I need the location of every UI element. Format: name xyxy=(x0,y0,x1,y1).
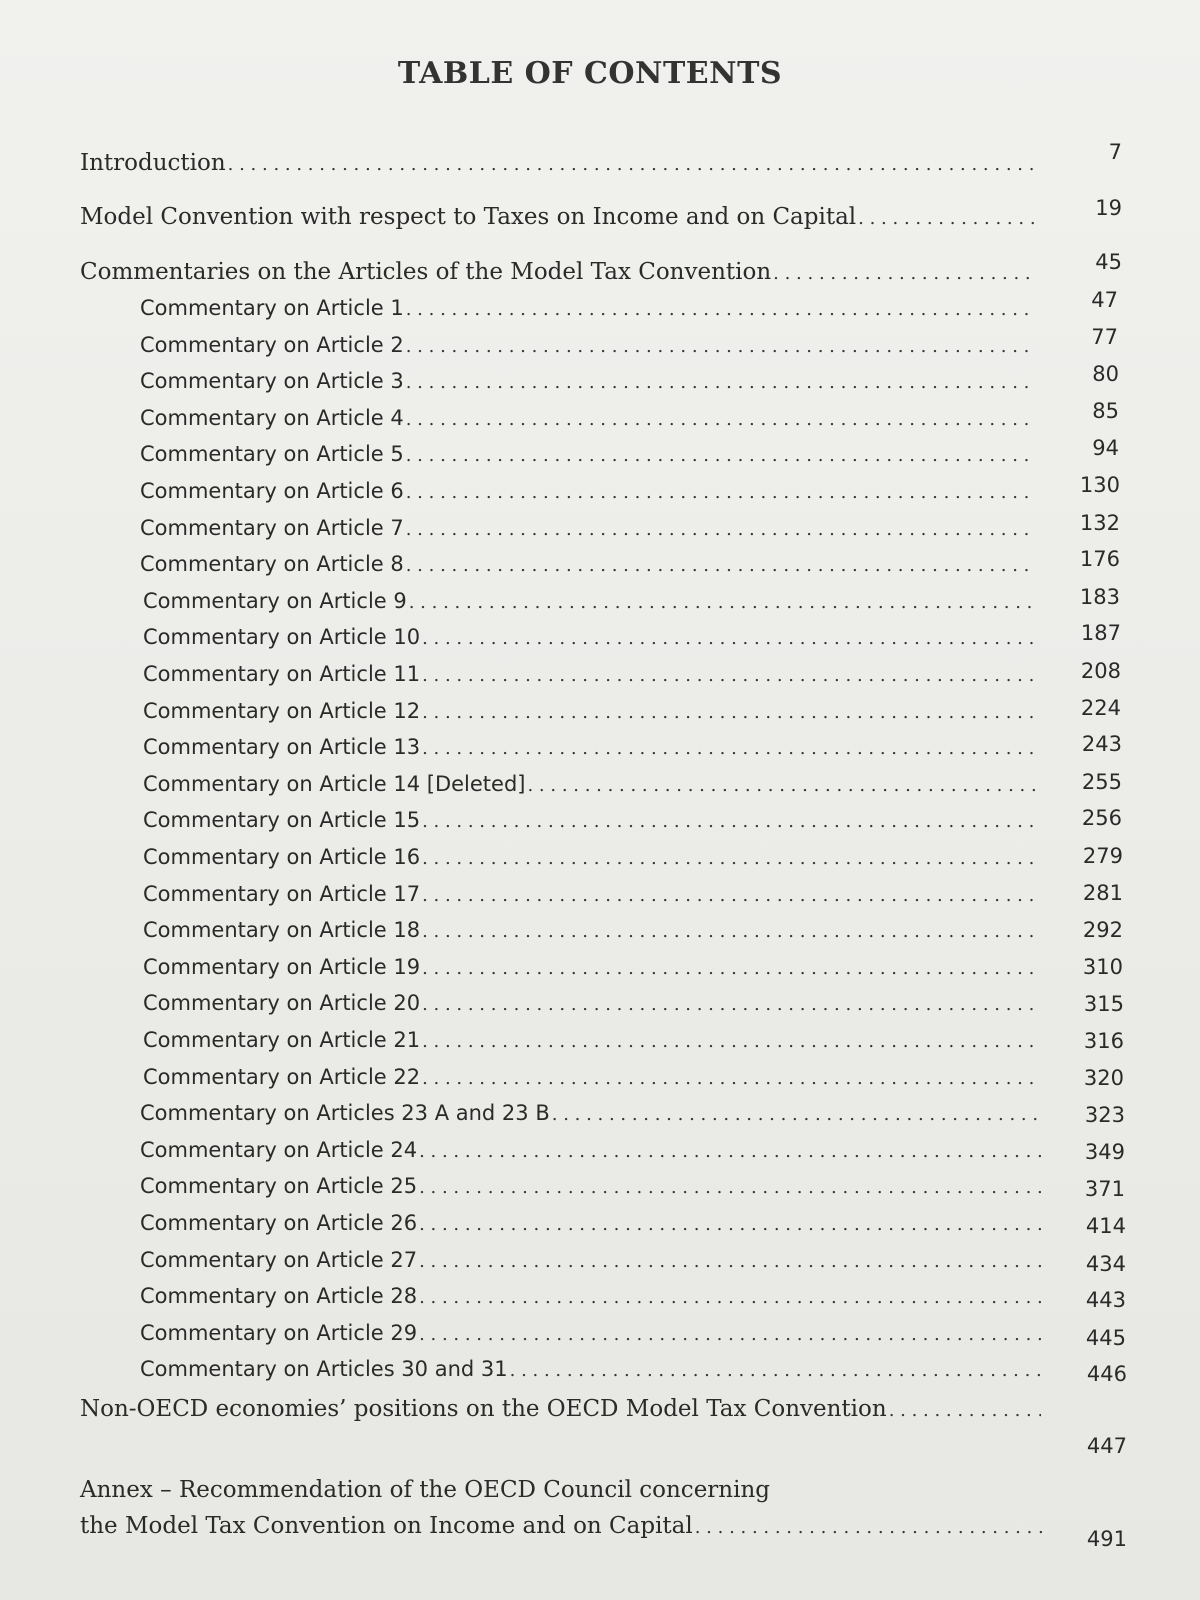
toc-entry-label: Commentary on Article 3 xyxy=(140,369,404,393)
toc-entry-introduction[interactable] xyxy=(80,150,1040,176)
toc-page-number: 414 xyxy=(1085,1214,1126,1238)
dot-leader xyxy=(695,1517,1046,1538)
toc-entry-commentary[interactable] xyxy=(140,1138,1045,1162)
toc-entry-commentary[interactable] xyxy=(140,1101,1045,1125)
dot-leader xyxy=(419,1324,1041,1345)
toc-page-number: 243 xyxy=(1081,732,1122,756)
dot-leader xyxy=(419,1177,1041,1198)
toc-entry-commentary[interactable] xyxy=(143,991,1041,1015)
toc-page-number: 491 xyxy=(1086,1527,1127,1551)
toc-entry-commentary[interactable] xyxy=(143,808,1041,832)
toc-entry-commentary[interactable] xyxy=(143,955,1041,979)
toc-page-number: 256 xyxy=(1081,806,1122,830)
toc-entry-label: Commentary on Article 2 xyxy=(140,333,404,357)
toc-entry-non-oecd[interactable] xyxy=(80,1396,1045,1422)
toc-entry-commentary[interactable] xyxy=(140,1357,1045,1381)
dot-leader xyxy=(419,1251,1041,1272)
toc-entry-commentary[interactable] xyxy=(143,662,1041,686)
toc-page-number: 447 xyxy=(1086,1434,1127,1458)
toc-entry-commentary[interactable] xyxy=(140,406,1038,430)
toc-entry-label: Commentary on Article 13 xyxy=(143,735,421,759)
toc-entry-label: Commentary on Articles 30 and 31 xyxy=(140,1357,508,1381)
toc-entry-label: Commentary on Article 24 xyxy=(140,1138,418,1162)
dot-leader xyxy=(527,775,1037,796)
dot-leader xyxy=(406,299,1034,320)
dot-leader xyxy=(422,665,1037,686)
toc-entry-commentary[interactable] xyxy=(143,882,1041,906)
dot-leader xyxy=(422,811,1037,832)
toc-page-number: 130 xyxy=(1079,473,1120,497)
dot-leader xyxy=(422,738,1037,759)
dot-leader xyxy=(419,1214,1041,1235)
toc-entry-label: Commentary on Article 27 xyxy=(140,1248,418,1272)
dot-leader xyxy=(422,958,1037,979)
toc-entry-label: Commentary on Article 10 xyxy=(143,625,421,649)
toc-entry-label: Commentary on Article 6 xyxy=(140,479,404,503)
toc-entry-label: Non-OECD economies’ positions on the OECD Model Tax Convention xyxy=(80,1396,887,1422)
toc-page-number: 224 xyxy=(1080,696,1121,720)
toc-page-number: 316 xyxy=(1083,1029,1124,1053)
toc-entry-commentary[interactable] xyxy=(143,735,1041,759)
toc-page-number: 320 xyxy=(1083,1066,1124,1090)
toc-entry-label: Introduction xyxy=(80,150,226,176)
toc-entry-label: Commentary on Article 25 xyxy=(140,1174,418,1198)
toc-entry-commentary[interactable] xyxy=(140,1211,1045,1235)
toc-page-number: 85 xyxy=(1092,399,1119,423)
toc-entry-annex[interactable] xyxy=(80,1513,1050,1539)
toc-entry-label: Commentary on Article 15 xyxy=(143,808,421,832)
toc-entry-commentary[interactable] xyxy=(140,442,1038,466)
toc-page-number: 443 xyxy=(1085,1288,1126,1312)
toc-page-number: 45 xyxy=(1095,250,1122,274)
dot-leader xyxy=(419,1287,1041,1308)
toc-entry-label: Commentary on Article 11 xyxy=(143,662,421,686)
dot-leader xyxy=(889,1400,1041,1421)
toc-page-number: 323 xyxy=(1084,1103,1125,1127)
toc-page-number: 292 xyxy=(1082,918,1123,942)
dot-leader xyxy=(406,372,1034,393)
toc-entry-label: Commentary on Article 9 xyxy=(143,589,407,613)
toc-entry-commentary[interactable] xyxy=(140,296,1038,320)
toc-entry-label: Commentary on Article 19 xyxy=(143,955,421,979)
toc-page-number: 255 xyxy=(1081,770,1122,794)
toc-entry-label: Commentary on Article 4 xyxy=(140,406,404,430)
dot-leader xyxy=(422,1068,1037,1089)
dot-leader xyxy=(422,628,1037,649)
toc-page-number: 315 xyxy=(1083,992,1124,1016)
dot-leader xyxy=(552,1104,1041,1125)
toc-page-number: 187 xyxy=(1080,621,1121,645)
dot-leader xyxy=(228,154,1036,175)
toc-entry-label: Commentary on Article 22 xyxy=(143,1065,421,1089)
toc-page-number: 445 xyxy=(1085,1326,1126,1350)
toc-entry-annex-line1[interactable]: Annex – Recommendation of the OECD Council concerning xyxy=(80,1477,770,1503)
toc-entry-label: Commentary on Article 29 xyxy=(140,1321,418,1345)
toc-entry-label: Commentary on Article 7 xyxy=(140,516,404,540)
toc-page-number: 310 xyxy=(1082,955,1123,979)
dot-leader xyxy=(422,885,1037,906)
toc-entry-label: Commentary on Article 21 xyxy=(143,1028,421,1052)
toc-entry-label: Commentary on Article 17 xyxy=(143,882,421,906)
toc-entry-label: Commentaries on the Articles of the Model Tax Convention xyxy=(80,259,772,285)
toc-entry-model-convention[interactable] xyxy=(80,204,1040,230)
dot-leader xyxy=(419,1141,1041,1162)
toc-entry-commentary[interactable] xyxy=(140,369,1038,393)
toc-entry-label: Commentary on Article 16 xyxy=(143,845,421,869)
dot-leader xyxy=(406,336,1034,357)
toc-page-number: 349 xyxy=(1084,1140,1125,1164)
dot-leader xyxy=(406,519,1034,540)
dot-leader xyxy=(422,921,1037,942)
dot-leader xyxy=(406,409,1034,430)
toc-entry-commentary[interactable] xyxy=(140,1284,1045,1308)
toc-page-number: 77 xyxy=(1091,325,1118,349)
toc-entry-commentary[interactable] xyxy=(143,625,1041,649)
toc-entry-commentary[interactable] xyxy=(140,1174,1045,1198)
toc-entry-label: Commentary on Article 8 xyxy=(140,552,404,576)
dot-leader xyxy=(773,263,1036,284)
toc-page-number: 208 xyxy=(1080,659,1121,683)
toc-entry-label: Commentary on Article 28 xyxy=(140,1284,418,1308)
toc-entry-commentary[interactable] xyxy=(143,1065,1041,1089)
toc-page-number: 281 xyxy=(1082,881,1123,905)
toc-page-number: 132 xyxy=(1079,511,1120,535)
toc-entry-label: Commentary on Article 12 xyxy=(143,699,421,723)
toc-entry-label: Commentary on Article 18 xyxy=(143,918,421,942)
toc-entry-label: Commentary on Article 5 xyxy=(140,442,404,466)
toc-entry-label: Model Convention with respect to Taxes on Income and on Capital xyxy=(80,204,857,230)
toc-page-number: 80 xyxy=(1092,362,1119,386)
toc-page-number: 94 xyxy=(1092,436,1119,460)
toc-entry-commentary[interactable] xyxy=(143,1028,1041,1052)
toc-entry-commentaries[interactable] xyxy=(80,259,1040,285)
toc-entry-commentary[interactable] xyxy=(143,699,1041,723)
toc-page-number: 19 xyxy=(1095,196,1122,220)
toc-entry-label: Commentary on Article 20 xyxy=(143,991,421,1015)
dot-leader xyxy=(406,482,1034,503)
toc-entry-commentary[interactable] xyxy=(140,552,1038,576)
toc-entry-commentary[interactable] xyxy=(143,845,1041,869)
dot-leader xyxy=(409,592,1037,613)
toc-page-number: 183 xyxy=(1079,585,1120,609)
toc-entry-commentary[interactable] xyxy=(140,516,1038,540)
toc-entry-label: Commentary on Article 14 [Deleted] xyxy=(143,772,526,796)
dot-leader xyxy=(858,208,1036,229)
toc-entry-label: the Model Tax Convention on Income and on Capital xyxy=(80,1513,693,1539)
toc-entry-commentary[interactable] xyxy=(140,479,1038,503)
toc-entry-commentary[interactable] xyxy=(140,333,1038,357)
toc-entry-commentary[interactable] xyxy=(143,918,1041,942)
toc-page-number: 47 xyxy=(1091,288,1118,312)
dot-leader xyxy=(422,994,1037,1015)
toc-entry-commentary[interactable] xyxy=(143,589,1041,613)
toc-entry-label: Commentary on Article 1 xyxy=(140,296,404,320)
dot-leader xyxy=(422,848,1037,869)
toc-page-number: 446 xyxy=(1086,1362,1127,1386)
dot-leader xyxy=(422,702,1037,723)
toc-page-number: 176 xyxy=(1079,547,1120,571)
toc-entry-commentary[interactable] xyxy=(143,772,1041,796)
dot-leader xyxy=(510,1360,1041,1381)
page-title: TABLE OF CONTENTS xyxy=(397,56,783,91)
dot-leader xyxy=(422,1031,1037,1052)
toc-page-number: 371 xyxy=(1084,1177,1125,1201)
toc-entry-commentary[interactable] xyxy=(140,1321,1045,1345)
toc-entry-label: Commentary on Article 26 xyxy=(140,1211,418,1235)
toc-page-number: 434 xyxy=(1085,1252,1126,1276)
dot-leader xyxy=(406,445,1034,466)
toc-page-number: 279 xyxy=(1082,844,1123,868)
dot-leader xyxy=(406,555,1034,576)
toc-entry-commentary[interactable] xyxy=(140,1248,1045,1272)
toc-entry-label: Commentary on Articles 23 A and 23 B xyxy=(140,1101,550,1125)
toc-page-number: 7 xyxy=(1108,140,1122,164)
